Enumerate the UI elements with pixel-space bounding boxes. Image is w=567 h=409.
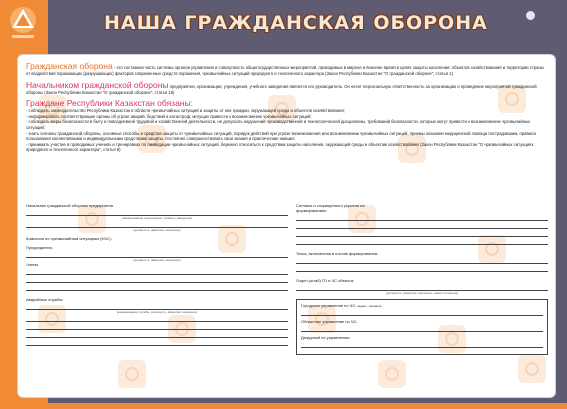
term-civil-defense: Гражданская оборона [26,61,113,71]
duty-item: - соблюдать законодательство Республики Казахстан в области чрезвычайных ситуаций и защиты от них граждан, окружающей среды и объектов хозяйствования; [26,108,345,114]
services-field-4[interactable] [26,330,288,338]
members-field-3[interactable] [26,283,288,291]
dept-caption: (должность, фамилия, инициалы, номер телефона) [385,291,459,295]
services-field-5[interactable] [26,338,288,346]
points-label: Точка, включенная в состав формирования: [296,251,378,256]
points-field-2[interactable] [296,264,548,272]
header-emblem [505,8,555,20]
chief-name-field[interactable] [26,220,288,228]
services-caption: (наименование службы, должность, фамилия, инициалы) [116,310,198,314]
chief-paragraph [26,80,546,96]
chairman-caption: (должность, фамилия, инициалы) [133,258,181,262]
intro-text [26,61,546,153]
duty-item: - соблюдать меры безопасности в быту и повседневной трудовой и хозяйственной деятельности, не допускать нарушений производственной и технологической дисциплины, требований безопасности, которые могут привести к возникновению чрезвычайных ситуаций; [26,119,531,130]
definition-paragraph [26,61,546,77]
chief-label: Начальник гражданской обороны предприятия [26,203,114,208]
duty-officer-field[interactable] [301,340,543,348]
fill-in-form [26,203,548,393]
chairman-field[interactable] [26,250,288,258]
members-field-1[interactable] [26,267,288,275]
definition-text: - это составная часть системы органов управления и совокупность общегосударственных мероприятий, проводимых в мирное и военное время в целях защиты населения, объектов хозяйствования и территории страны от воздействия поражающих (разрушающих) факторов современных средств поражения, чрезвычайных ситуаций природного и техногенного характера (Закон Республики Казахстан "О гражданской обороне", статья 1) [26,65,544,76]
city-phone-caption: (адрес, телефон) [357,304,382,308]
city-field[interactable] [301,308,543,316]
chairman-label: Председатель [26,245,53,250]
form-right-column [296,203,548,355]
dept-field-1[interactable] [296,283,548,291]
duty-officer-label: Дежурный по управлению: [301,335,351,340]
oblast-field[interactable] [301,324,543,332]
services-label: Аварийные службы: [26,297,64,302]
duties-title: Граждане Республики Казахстан обязаны: [26,98,193,109]
duty-item: - информировать соответствующие органы об угрозе аварий, бедствий и катастроф, могущих привести к возникновению чрезвычайных ситуаций; [26,113,312,119]
chief-org-caption: (наименование организации, учебного заведения) [121,216,193,220]
civil-defense-logo-icon [6,4,40,44]
dept-label: Отдел (штаб) ГО и ЧС объекта: [296,278,355,283]
bottom-orange-band [0,403,567,409]
emblem-icon [526,11,535,20]
duty-item: - знать сигналы гражданской обороны, основные способы и средства защиты от чрезвычайных ситуаций, порядок действий при угрозе возникновения или возникновении чрезвычайных ситуаций, приемы оказания медицинской помощи пострадавшим, правила пользования коллективными и индивидуальными средствами защиты, постоянно совершенствовать свои знания и практические навыки; [26,130,536,142]
members-field-2[interactable] [26,275,288,283]
page-title: НАША ГРАЖДАНСКАЯ ОБОРОНА [104,12,488,34]
formations-field-1[interactable] [296,213,548,221]
formations-label: формированиях: [296,208,328,213]
oblast-label: Областное управление по ЧС: [301,319,358,324]
services-field-3[interactable] [26,322,288,330]
services-field-1[interactable] [26,302,288,310]
chief-org-field[interactable] [26,208,288,216]
duty-item: - принимать участие в проводимых учениях и тренировках по ликвидации чрезвычайных ситуаций, бережно относиться к средствам защиты населения, окружающей среды и объектам хозяйствования (Закон Республики Казахстан "О чрезвычайных ситуациях природного и техногенного характера", статья 8) [26,141,534,153]
points-field-1[interactable] [296,256,548,264]
chief-text: предприятия, организации, учреждения, учебного заведения является его руководитель. Он несет персональную ответственность за организацию и проведение мероприятий гражданской обороны (Закон Республики Казахстан "О гражданской обороне", статья 16) [26,83,537,95]
chief-name-caption: (должность, фамилия, инициалы) [133,228,181,232]
city-label: Городское управление по ЧС: (адрес, телефон) [301,303,382,308]
form-left-column [26,203,288,346]
emergency-contacts-box [296,299,548,355]
formations-field-3[interactable] [296,229,548,237]
members-label: Члены [26,262,39,267]
document-sheet [17,54,556,398]
formations-field-4[interactable] [296,237,548,245]
services-field-2[interactable] [26,314,288,322]
signals-label: Сигналы и сокращенного укрытия на [296,203,365,208]
commission-label: Комиссия по чрезвычайным ситуациям (КЧС): [26,236,112,241]
formations-field-2[interactable] [296,221,548,229]
term-chief: Начальником гражданской обороны [26,79,169,90]
